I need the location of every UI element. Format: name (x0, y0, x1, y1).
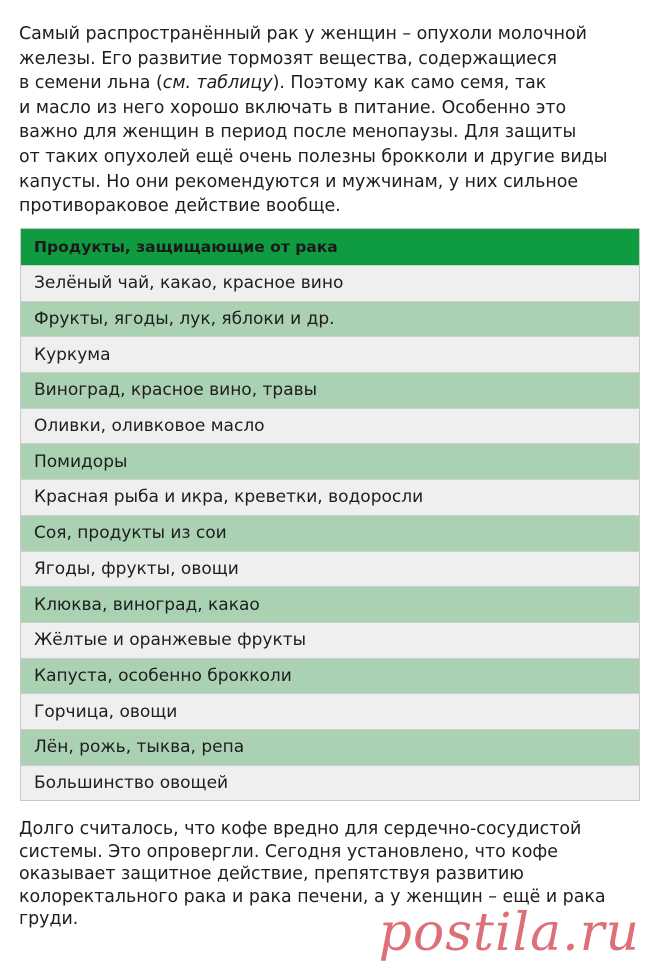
anti-cancer-products-table (20, 228, 640, 801)
intro-text-part2: ). Поэтому как само семя, так и масло из него хорошо включать в питание. Особенно это важно для женщин в период после менопаузы. Для защиты от таких опухолей ещё очень полезны брокколи и другие виды капусты. Но они рекомендуются и мужчинам, у них сильное противораковое действие вообще. (19, 73, 608, 217)
table-row: Большинство овощей (21, 765, 639, 801)
table-row: Красная рыба и икра, креветки, водоросли (21, 479, 639, 515)
table-row: Фрукты, ягоды, лук, яблоки и др. (21, 301, 639, 337)
table-header: Продукты, защищающие от рака (21, 229, 639, 265)
table-row: Виноград, красное вино, травы (21, 372, 639, 408)
table-row: Зелёный чай, какао, красное вино (21, 265, 639, 301)
table-row: Лён, рожь, тыква, репа (21, 729, 639, 765)
table-row: Капуста, особенно брокколи (21, 658, 639, 694)
watermark-logo: postila.ru (378, 903, 640, 963)
outro-paragraph: Долго считалось, что кофе вредно для сердечно-сосудистой системы. Это опровергли. Сегодня установлено, что кофе оказывает защитное действие, препятствуя развитию колоректального рака и рака печени, а у женщин – ещё и рака груди. (19, 819, 606, 930)
table-row: Жёлтые и оранжевые фрукты (21, 622, 639, 658)
table-row: Куркума (21, 336, 639, 372)
table-row: Оливки, оливковое масло (21, 408, 639, 444)
table-row: Соя, продукты из сои (21, 515, 639, 551)
table-row: Ягоды, фрукты, овощи (21, 551, 639, 587)
table-reference: см. таблицу (162, 73, 273, 94)
table-row: Горчица, овощи (21, 693, 639, 729)
table-row: Помидоры (21, 443, 639, 479)
intro-paragraph (19, 22, 649, 219)
intro-text-part1: Самый распространённый рак у женщин – опухоли молочной железы. Его развитие тормозят вещества, содержащиеся в семени льна ( (19, 24, 587, 94)
table-row: Клюква, виноград, какао (21, 586, 639, 622)
